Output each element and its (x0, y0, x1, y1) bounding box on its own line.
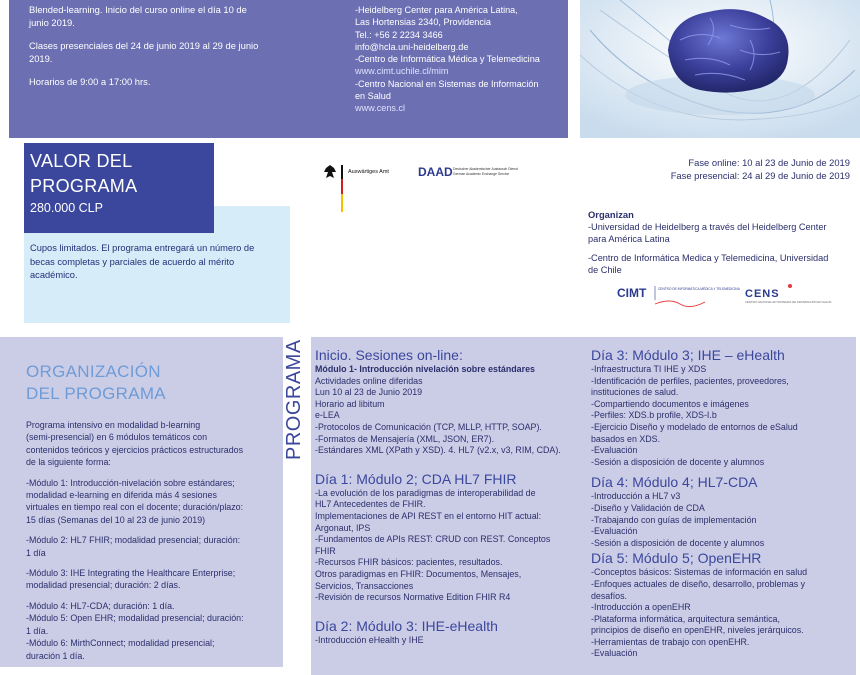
section-line: -Herramientas de trabajo con openEHR. (591, 636, 750, 647)
organizer-logos-graphic (615, 280, 832, 310)
organizan-label: Organizan (588, 209, 634, 220)
section-line: -Diseño y Validación de CDA (591, 502, 705, 513)
contact-line: -Centro de Informática Médica y Telemedicina (355, 54, 540, 65)
section-line: -Ejercicio Diseño y modelado de entornos de eSalud (591, 421, 798, 432)
section-line: -Introducción a openEHR (591, 602, 691, 613)
section-line: -Introducción eHealth y IHE (315, 634, 424, 645)
brain-image (580, 0, 860, 138)
section-line: Lun 10 al 23 de Junio 2019 (315, 387, 423, 398)
section-line: FHIR (315, 545, 336, 556)
text-line: Horarios de 9:00 a 17:00 hrs. (29, 76, 151, 88)
section-subtitle: Módulo 1- Introducción nivelación sobre estándares (315, 364, 535, 374)
title-line: ORGANIZACIÓN (26, 362, 161, 381)
programa-panel (311, 337, 856, 675)
section-line: -Introducción a HL7 v3 (591, 491, 681, 502)
cens-logo: CENS (745, 288, 780, 300)
module-line: -Módulo 4: HL7-CDA; duración: 1 día. (26, 600, 175, 611)
valor-title-line: VALOR DEL (30, 151, 133, 171)
valor-price: 280.000 CLP (30, 201, 103, 215)
section-dia2 (315, 604, 585, 647)
section-line: -Evaluación (591, 648, 638, 659)
section-line: Otros paradigmas en FHIR: Documentos, Mensajes, (315, 568, 522, 579)
body-line: contenidos teóricos y ejercicios prácticos estructurados (26, 444, 244, 455)
section-dia3 (591, 337, 853, 468)
body-line: (semi-presencial) en 6 módulos temáticos con (26, 432, 208, 443)
section-line: Implementaciones de API REST en el entorno HIT actual: (315, 510, 542, 521)
daad-logo: DAAD (418, 165, 453, 179)
fase-presencial: Fase presencial: 24 al 29 de Junio de 2019 (670, 170, 850, 181)
contact-line: Tel.: +56 2 2234 3466 (355, 29, 443, 40)
text-line: Blended-learning. Inicio del curso online el día 10 de (29, 4, 247, 15)
section-line: Argonaut, IPS (315, 522, 371, 533)
cens-dot-icon (788, 284, 792, 288)
module-line: virtuales en tiempo real con el docente; duración/plazo: (26, 502, 244, 513)
text-line: junio 2019. (29, 16, 75, 28)
valor-note (30, 242, 285, 283)
contact-panel (289, 0, 568, 138)
section-line: -Estándares XML (XPath y XSD). 4. HL7 (v2.x, v3, RIM, CDA). (315, 445, 561, 456)
section-line: -Trabajando con guías de implementación (591, 514, 757, 525)
programa-vertical-label (283, 339, 311, 490)
auswaertiges-amt-logo: Auswärtiges Amt (348, 169, 389, 175)
organizan-list (588, 221, 856, 277)
module-line: modalidad presencial; duración: 2 días. (26, 580, 181, 591)
module-line: modalidad e-learning en diferida más 4 sesiones (26, 490, 217, 501)
section-title: Día 4: Módulo 4; HL7-CDA (591, 474, 758, 491)
module-line: -Módulo 3: IHE Integrating the Healthcare Enterprise; (26, 568, 236, 579)
brain-illustration (580, 0, 860, 138)
programa-column-left (315, 337, 585, 646)
module-line: -Módulo 2: HL7 FHIR; modalidad presencial; duración: (26, 535, 241, 546)
course-dates-panel (9, 0, 289, 138)
contact-line: Las Hortensias 2340, Providencia (355, 17, 491, 28)
section-dia5 (591, 549, 853, 660)
eagle-icon (324, 165, 336, 178)
programa-column-right (591, 337, 853, 660)
section-line: -Fundamentos de APIs REST: CRUD con REST. Conceptos (315, 534, 551, 545)
section-title: Inicio. Sesiones on-line: (315, 347, 463, 363)
sponsor-logos-graphic (320, 160, 570, 216)
organizan-line: -Centro de Informática Medica y Telemedicina, Universidad (588, 252, 829, 263)
section-line: -Infraestructura TI IHE y XDS (591, 364, 707, 374)
section-line: -Perfiles: XDS.b profile, XDS-I.b (591, 410, 717, 421)
contact-line: en Salud (355, 91, 391, 102)
contact-link[interactable]: www.cens.cl (355, 103, 406, 114)
daad-subtitle: Deutscher Akademischer Austausch Dienst (453, 167, 518, 171)
text-line: 2019. (29, 52, 53, 64)
module-line: 15 días (Semanas del 10 al 23 de junio 2019) (26, 514, 206, 525)
body-line: Programa intensivo en modalidad b-learning (26, 420, 201, 430)
section-title: Día 3: Módulo 3; IHE – eHealth (591, 347, 785, 363)
daad-subtitle: German Academic Exchange Service (453, 172, 510, 176)
section-line: -Recursos FHIR básicos: pacientes, resultados. (315, 557, 503, 568)
module-line: -Módulo 5: Open EHR; modalidad presencial; duración: (26, 613, 244, 624)
module-line: -Módulo 1: Introducción-nivelación sobre estándares; (26, 477, 235, 488)
section-line: -Protocolos de Comunicación (TCP, MLLP, HTTP, SOAP). (315, 421, 542, 432)
programa-label: PROGRAMA (283, 339, 305, 460)
contact-line: -Heidelberg Center para América Latina, (355, 5, 518, 15)
section-dia1 (315, 457, 585, 604)
organizacion-panel (0, 337, 283, 667)
section-line: -Enfoques actuales de diseño, desarrollo, problemas y (591, 578, 806, 589)
cens-subtitle: CENTRO NACIONAL EN SISTEMAS DE INFORMACIÓN EN SALUD (745, 300, 832, 304)
valor-title-line: PROGRAMA (30, 176, 138, 196)
contact-email[interactable]: info@hcla.uni-heidelberg.de (355, 41, 469, 52)
section-line: -Conceptos básicos: Sistemas de información en salud (591, 567, 808, 578)
section-line: basados en XDS. (591, 433, 661, 444)
section-line: -Formatos de Mensajería (XML, JSON, ER7). (315, 433, 495, 444)
section-line: Servicios, Transacciones (315, 580, 414, 591)
note-line: Cupos limitados. El programa entregará un número de (30, 243, 255, 253)
cimt-logo: CIMT (617, 286, 647, 300)
contact-link[interactable]: www.cimt.uchile.cl/mim (355, 66, 449, 77)
module-line: 1 día (26, 547, 46, 558)
fase-online: Fase online: 10 al 23 de Junio de 2019 (688, 157, 850, 168)
body-line: de la siguiente forma: (26, 457, 111, 468)
sponsor-logos (320, 160, 570, 216)
organizan-line: -Universidad de Heidelberg a través del Heidelberg Center (588, 222, 827, 232)
section-line: -Evaluación (591, 445, 638, 456)
title-line: DEL PROGRAMA (26, 384, 166, 403)
section-line: -Plataforma informática, arquitectura semántica, (591, 613, 780, 624)
section-title: Día 1: Módulo 2; CDA HL7 FHIR (315, 470, 517, 487)
section-inicio (315, 337, 585, 457)
section-line: HL7 Antecedentes de FHIR. (315, 499, 426, 510)
section-line: Horario ad libitum (315, 398, 385, 409)
section-line: -Evaluación (591, 526, 638, 537)
valor-title (30, 149, 208, 199)
organizer-logos (615, 280, 832, 310)
section-line: e-LEA (315, 410, 340, 421)
note-line: académico. (30, 270, 78, 280)
section-line: -Sesión a disposición de docente y alumnos (591, 537, 765, 548)
cimt-wave-icon (655, 301, 705, 307)
valor-box (24, 143, 214, 233)
note-line: becas completas y parciales de acuerdo al mérito (30, 256, 235, 267)
section-line: principios de diseño en openEHR, niveles jerárquicos. (591, 625, 804, 636)
section-title: Día 5: Módulo 5; OpenEHR (591, 550, 762, 567)
organizan-line: de Chile (588, 265, 622, 276)
section-title: Día 2: Módulo 3: IHE-eHealth (315, 617, 498, 634)
module-line: duración 1 día. (26, 650, 85, 661)
organizacion-title (26, 361, 273, 405)
module-line: -Módulo 6: MirthConnect; modalidad presencial; (26, 638, 215, 649)
section-line: -Identificación de perfiles, pacientes, proveedores, (591, 375, 789, 386)
section-line: -Compartiendo documentos e imágenes (591, 398, 749, 409)
cimt-subtitle: CENTRO DE INFORMÁTICA MÉDICA Y TELEMEDICINA (658, 287, 740, 291)
contact-line: -Centro Nacional en Sistemas de Información (355, 78, 539, 89)
organizacion-body (26, 419, 273, 662)
module-line: 1 día. (26, 625, 49, 636)
section-line: -Revisión de recursos Normative Edition FHIR R4 (315, 592, 511, 603)
section-line: instituciones de salud. (591, 387, 679, 398)
section-line: -Sesión a disposición de docente y alumnos (591, 456, 765, 467)
section-line: desafíos. (591, 590, 628, 601)
section-line: Actividades online diferidas (315, 375, 423, 386)
section-line: -La evolución de los paradigmas de interoperabilidad de (315, 487, 536, 498)
section-dia4 (591, 468, 853, 549)
text-line: Clases presenciales del 24 de junio 2019 al 29 de junio (29, 40, 259, 52)
organizan-line: para América Latina (588, 234, 670, 245)
